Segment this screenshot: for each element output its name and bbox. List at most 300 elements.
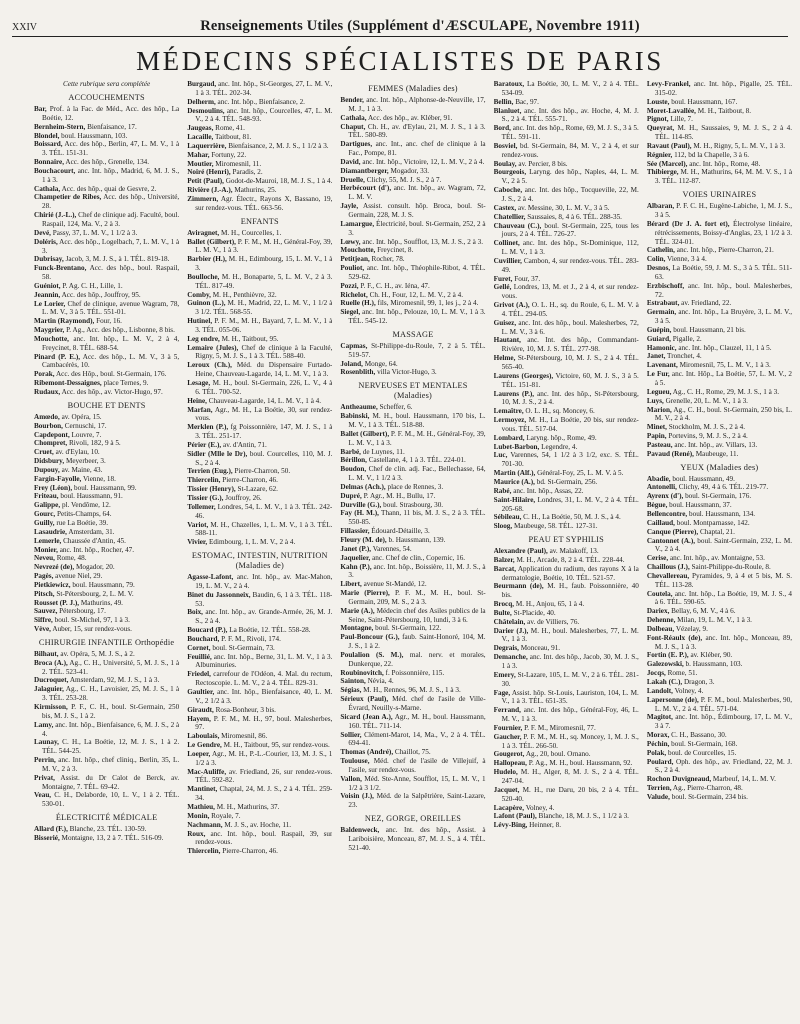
doctor-entry	[494, 469, 639, 478]
doctor-name: Frey (Léon),	[34, 483, 73, 492]
doctor-details: C. H., Delaborde, 10, L. V., 1 à 2. TÉL. 530-01.	[42, 791, 180, 809]
doctor-name: Launay,	[34, 738, 59, 747]
doctor-name: Degrais,	[493, 644, 519, 653]
header-title: Renseignements Utiles (Supplément d'ÆSCULAPE, Novembre 1911)	[200, 18, 640, 34]
doctor-entry	[187, 344, 332, 362]
doctor-name: Fargin-Fayolle,	[34, 474, 82, 483]
doctor-details: Prof. à la Fac. de Méd., Acc. des hôp., La Boétie, 12.	[42, 105, 180, 122]
doctor-entry	[187, 653, 332, 671]
doctor-name: Chaput,	[340, 122, 366, 131]
doctor-entry	[187, 670, 332, 688]
doctor-details: M. H., Arcade, 8, 2 à 4. TÉL. 228-44.	[514, 555, 625, 564]
doctor-details: Fortuny, 22.	[209, 150, 247, 159]
doctor-entry	[647, 625, 792, 634]
doctor-name: Poulalion (S. M.),	[340, 650, 404, 659]
doctor-entry	[187, 608, 332, 626]
doctor-details: P. F. M., M. H., Bayard, 7, L. M. V., 1 à 3. TÉL. 055-06.	[195, 317, 333, 334]
doctor-entry	[647, 669, 792, 678]
doctor-entry	[340, 403, 485, 412]
doctor-entry	[494, 372, 639, 390]
doctor-name: Lermoyez,	[493, 416, 527, 425]
doctor-entry	[494, 451, 639, 469]
doctor-entry	[340, 775, 485, 793]
doctor-details: O. L. H., sq. Moncey, 6.	[523, 407, 595, 416]
doctor-name: Fortin (E. P.),	[646, 651, 689, 660]
doctor-details: Maubeuge, 11.	[693, 449, 739, 458]
doctor-entry	[187, 591, 332, 609]
doctor-details: Méd. chef de l'asile de Villejuif, à l'asile, sur rendez-vous.	[348, 757, 486, 774]
doctor-details: M. H., rue Daru, 20 bis, 2 à 4. TÉL. 520-40.	[501, 785, 639, 803]
doctor-details: Assist. hôp. St-Louis, Lauriston, 104, L. M. V., 1 à 3. TÉL. 651-35.	[501, 688, 639, 706]
doctor-entry	[34, 685, 179, 703]
doctor-details: M. H., Mathurins, 37.	[214, 802, 280, 811]
doctor-name: Variot,	[187, 520, 209, 529]
doctor-details: anc. Int. hôp., Bienfaisance, 40, L. M. V., 2 1/2 à 3.	[195, 688, 333, 705]
doctor-details: Général-Foy, 25, L. M. V. à 5.	[535, 469, 624, 478]
doctor-entry	[494, 565, 639, 583]
doctor-details: av. Percier, 8 bis.	[516, 159, 568, 168]
doctor-name: Gourc,	[34, 510, 56, 519]
doctor-name: Fay (H. M.),	[340, 509, 379, 518]
doctor-details: Royale, 7.	[209, 811, 241, 820]
doctor-entry	[340, 589, 485, 607]
doctor-entry	[187, 476, 332, 485]
doctor-details: Vézelay, 9.	[674, 624, 708, 633]
doctor-entry	[494, 160, 639, 169]
doctor-details: villa Victor-Hugo, 3.	[375, 368, 437, 377]
doctor-entry	[340, 757, 485, 775]
doctor-entry	[494, 759, 639, 768]
doctor-details: boul. St-Germain, 168.	[669, 739, 738, 748]
doctor-entry	[187, 503, 332, 521]
doctor-entry	[187, 830, 332, 848]
doctor-details: Ch. H., av. d'Eylau, 21, M. J. S., 1 à 3. TÉL. 580-89.	[348, 122, 486, 140]
doctor-entry	[34, 721, 179, 739]
column-5	[647, 80, 792, 1020]
doctor-name: Dupré,	[340, 491, 362, 500]
doctor-details: anc. Int. des hôp., Général-Foy, 46, L. M. V., 1 à 3.	[501, 706, 639, 724]
doctor-entry	[494, 301, 639, 319]
doctor-name: Lavenant,	[646, 361, 678, 370]
doctor-entry	[34, 379, 179, 388]
doctor-entry	[494, 689, 639, 707]
doctor-name: Gaultier,	[187, 688, 215, 696]
doctor-entry	[340, 220, 485, 238]
doctor-name: Thibierge,	[646, 168, 679, 177]
doctor-name: Moret-Lavallée,	[646, 106, 696, 115]
doctor-name: Laurens (P.),	[493, 389, 535, 398]
doctor-details: anc. Int. hôp., Pigalle, 25. TÉL. 315-02.	[654, 80, 792, 97]
doctor-details: Cernuschi, 17.	[62, 421, 107, 430]
doctor-details: Édouard-Détaille, 3.	[369, 527, 430, 536]
doctor-entry	[647, 335, 792, 344]
doctor-entry	[187, 803, 332, 812]
doctor-details: Acc. des hôp., quai de Gesvre, 2.	[60, 184, 157, 193]
doctor-details: boul. Haussmann, 103.	[59, 131, 128, 140]
doctor-details: Mogador, 20.	[74, 563, 115, 572]
doctor-entry	[340, 492, 485, 501]
doctor-details: C. H., La Boétie, 12, M. J. S., 1 à 2. TÉL. 544-25.	[42, 738, 180, 756]
doctor-details: anc. Int. des hôp., St-Dominique, 112, L. M. V., 1 à 3.	[501, 239, 639, 257]
doctor-name: Sollier,	[340, 730, 362, 739]
doctor-details: Milan, 19, L. M. V., 1 à 3.	[675, 616, 752, 625]
doctor-name: Cathala,	[340, 113, 367, 122]
doctor-name: Boissard,	[34, 140, 63, 149]
doctor-name: Barbier (H.),	[187, 255, 227, 264]
doctor-details: Baudin, 6, 1 à 3. TÉL. 118-53.	[195, 590, 333, 608]
doctor-name: Alexandre (Paul),	[493, 547, 548, 556]
doctor-name: Péchin,	[646, 739, 670, 748]
doctor-name: Lamargue,	[340, 219, 375, 228]
doctor-entry	[340, 368, 485, 377]
doctor-entry	[340, 96, 485, 114]
doctor-details: Méd. de la Salpêtrière, Saint-Lazare, 23.	[348, 792, 486, 810]
doctor-entry	[494, 98, 639, 107]
doctor-details: anc. Int. hôp., Clauzel, 11, 1 à 5.	[676, 343, 772, 352]
doctor-details: M. H., Taitbout, 95.	[219, 334, 279, 343]
doctor-entry	[187, 160, 332, 169]
doctor-details: P. F. M., M. H., Général-Foy, 39, L. M. V., 1 à 3.	[348, 429, 486, 447]
doctor-details: M. H., faub. Poissonnière, 40 bis.	[501, 582, 639, 600]
doctor-details: M. H., Anjou, 65, 1 à 4.	[514, 600, 585, 609]
doctor-name: Lévy-Bing,	[493, 821, 528, 830]
doctor-details: anc. Int. des hôp., Commandant-Rivière, 10, M. J. S. TÉL. 277-98.	[501, 336, 639, 354]
doctor-details: anc. Int. des hôp., boul. Malesherbes, 72, L. M. V., 3 à 6.	[501, 318, 639, 336]
doctor-details: av. Messine, 30, L. M. V., 3 à 5.	[516, 203, 610, 212]
doctor-name: Chirié (J.-L.),	[34, 211, 77, 220]
doctor-details: Acc. des hôp., Jouffroy, 95.	[60, 290, 141, 299]
doctor-name: Giraudt,	[187, 705, 214, 714]
doctor-details: Chauveau-Lagarde, 14, L. M. V., 1 à 4.	[206, 396, 322, 405]
doctor-details: Acc. des Hôp., boul. St-Germain, 176.	[54, 370, 167, 379]
doctor-details: Scheffer, 6.	[377, 403, 413, 412]
doctor-name: Collinet,	[493, 239, 520, 248]
doctor-entry	[34, 422, 179, 431]
doctor-details: place Ternes, 9.	[101, 379, 149, 388]
doctor-entry	[34, 834, 179, 843]
doctor-entry	[647, 563, 792, 572]
doctor-name: Legueu,	[646, 387, 672, 396]
doctor-details: Bienfaisance, 17.	[85, 122, 137, 131]
doctor-details: M. H., Saussaies, 9, M. J. S., 2 à 4. TÉL. 114-85.	[654, 124, 792, 142]
doctor-details: faub. Saint-Honoré, 104, M. J. S., 1 à 2.	[348, 633, 486, 651]
doctor-entry	[647, 220, 792, 247]
doctor-details: boul. Saint-Germain, 232, L. M. V., 2 à 4.	[654, 536, 792, 554]
doctor-name: Privat,	[34, 773, 55, 782]
doctor-entry	[34, 335, 179, 353]
doctor-name: Boix,	[187, 608, 203, 617]
doctor-name: Chauveau (C.),	[493, 221, 542, 230]
doctor-entry	[647, 510, 792, 519]
doctor-name: Merklen (P.),	[187, 423, 229, 432]
doctor-entry	[187, 238, 332, 256]
doctor-details: M. H., boul. Haussmann, 170 bis, L. M. V., 1 à 3. TÉL. 518-88.	[348, 412, 486, 429]
doctor-entry	[494, 582, 639, 600]
doctor-entry	[340, 651, 485, 669]
doctor-name: Sidler (Mlle le Dr),	[187, 449, 248, 458]
doctor-name: Dariex,	[646, 607, 670, 616]
doctor-entry	[187, 635, 332, 644]
doctor-entry	[494, 239, 639, 257]
doctor-entry	[494, 487, 639, 496]
doctor-name: Périer (E.),	[187, 440, 222, 449]
doctor-details: Pigalle, 2.	[670, 334, 702, 343]
doctor-entry	[187, 785, 332, 803]
doctor-name: Lamy,	[34, 720, 54, 729]
doctor-details: Chef de clin. adj. Fac., Bellechasse, 64, L. M. V., 1 1/2 à 3.	[348, 465, 486, 483]
doctor-name: Laboulais,	[187, 732, 220, 741]
doctor-name: Desmoulins,	[187, 106, 225, 115]
doctor-name: Delmas (Ach.),	[340, 482, 386, 491]
doctor-name: Moutier,	[187, 159, 214, 168]
section-heading: YEUX (Maladies des)	[680, 462, 759, 472]
doctor-details: Victoire, 60, M. J. S., 3 à 5. TÉL. 151-81.	[501, 371, 639, 389]
doctor-name: Friteau,	[34, 492, 59, 501]
doctor-details: anc. Int. hôp., La Bruyère, 3, L. M. V., 3 à 5.	[654, 308, 792, 326]
doctor-name: Vallon,	[340, 774, 362, 783]
doctor-name: Guinon (L.),	[187, 299, 226, 308]
doctor-name: Hudelo,	[493, 768, 518, 777]
doctor-name: Le Fur,	[646, 370, 670, 379]
doctor-details: anc. Int. hôp., av. Mac-Mahon, 19, L. M. V., 2 à 4.	[195, 573, 333, 590]
doctor-details: Chef de clinique adj. Faculté, boul. Raspail, 124, Ma. V., 2 à 3.	[42, 211, 180, 228]
doctor-name: Dolbeau,	[646, 624, 675, 633]
doctor-name: Cathelin,	[646, 246, 675, 255]
doctor-entry	[187, 361, 332, 379]
doctor-details: P. Ag. C. H., Lille, 1.	[60, 281, 123, 290]
doctor-details: Oph. des hôp., av. Friedland, 22, M. J. S., 2 à 4.	[654, 757, 792, 775]
doctor-name: Blondel,	[34, 131, 60, 140]
doctor-details: boul. St-Germain, 176.	[683, 492, 752, 501]
doctor-entry	[647, 519, 792, 528]
doctor-details: Londres, 31, L. M. V., 2 à 4. TÉL. 205-68.	[501, 495, 639, 513]
doctor-name: Thiercelin,	[187, 476, 221, 485]
doctor-name: Marfan,	[187, 405, 213, 414]
doctor-entry	[647, 397, 792, 406]
doctor-entry	[647, 160, 792, 169]
doctor-name: Thomas (André),	[340, 748, 394, 757]
doctor-details: M. H., Bonaparte, 5, L. M. V., 2 à 3. TÉL. 817-49.	[195, 272, 333, 290]
doctor-name: Tissier (G.),	[187, 493, 224, 502]
doctor-name: Ballet (Gilbert),	[187, 237, 236, 246]
doctor-entry	[647, 678, 792, 687]
doctor-details: Passy, 37, L. M. V., 1 1/2 à 3.	[50, 228, 138, 237]
doctor-details: Blanche, 18, M. J. S., 1 1/2 à 3.	[536, 812, 629, 821]
doctor-details: P. F. M., M. H., sq. Moncey, 1, M. J. S., 1 à 3. TÉL. 266-50.	[501, 732, 639, 750]
doctor-entry	[340, 792, 485, 810]
doctor-entry	[647, 634, 792, 652]
doctor-name: Mouchotte,	[340, 246, 376, 255]
doctor-details: anc. Int. hôp., St-Georges, 27, L. M. V., 1 à 3. TÉL. 202-34.	[195, 80, 333, 97]
doctor-entry	[494, 556, 639, 565]
doctor-details: carrefour de l'Odéon, 4. Mal. du rectum, Rectoscopie. L. M. V., 2 à 4. TÉL. 829-31.	[195, 670, 333, 688]
doctor-name: Sérieux (Paul),	[340, 695, 389, 704]
doctor-entry	[34, 457, 179, 466]
doctor-details: anc. Int. hôp., Alphonse-de-Neuville, 17, M. J., 1 à 3.	[348, 96, 486, 113]
doctor-name: Toulouse,	[340, 757, 370, 766]
doctor-name: Queyrat,	[646, 124, 675, 133]
doctor-details: P. Agr., M. H., Bullu, 17.	[361, 491, 436, 500]
doctor-name: Jayle,	[340, 202, 359, 211]
page-number: XXIV	[12, 22, 37, 33]
doctor-details: Saussaies, 8, 4 à 6. TÉL. 288-35.	[525, 212, 622, 221]
doctor-name: Blanluet,	[493, 106, 522, 115]
doctor-name: Bouchacourt,	[34, 166, 76, 175]
doctor-entry	[340, 282, 485, 291]
doctor-details: av. Maine, 43.	[59, 465, 103, 474]
doctor-details: Petits-Champs, 64.	[55, 510, 112, 519]
doctor-details: anc. Int. hôp., av. Villars, 13.	[672, 440, 758, 449]
doctor-name: Marie (A.),	[340, 606, 375, 615]
doctor-name: Guéniot,	[34, 281, 61, 290]
doctor-name: Boulloche,	[187, 272, 220, 281]
doctor-entry	[187, 124, 332, 133]
doctor-entry	[187, 317, 332, 335]
doctor-entry	[34, 264, 179, 282]
doctor-details: Marbeuf, 14, L. M. V.	[711, 775, 776, 784]
doctor-entry	[647, 264, 792, 282]
doctor-entry	[647, 151, 792, 160]
doctor-name: Rousset (P. J.),	[34, 598, 80, 607]
doctor-entry	[340, 342, 485, 360]
doctor-name: Galippe,	[34, 501, 61, 510]
doctor-entry	[494, 627, 639, 645]
doctor-details: M. H., Rigny, 5, L. M. V., 1 à 3.	[691, 141, 786, 150]
doctor-name: Furet,	[493, 274, 513, 283]
doctor-details: Mogador, 33.	[388, 166, 430, 175]
doctor-name: Pagès,	[34, 572, 54, 581]
doctor-entry	[340, 360, 485, 369]
doctor-name: Fleury (M. de),	[340, 535, 387, 544]
doctor-entry	[187, 644, 332, 653]
doctor-entry	[34, 501, 179, 510]
doctor-name: Pasteau,	[646, 440, 673, 449]
doctor-name: Le Lorier,	[34, 299, 66, 308]
doctor-name: Mouchotte,	[34, 334, 69, 343]
doctor-name: Sainton,	[340, 677, 366, 686]
doctor-details: Méd. Ste-Anne, Soufflot, 15, L. M. V., 1 1/2 à 3 1/2.	[348, 774, 486, 792]
doctor-entry	[340, 202, 485, 220]
doctor-entry	[494, 434, 639, 443]
doctor-name: Dupouy,	[34, 465, 60, 474]
doctor-details: fils, Miromesnil, 99, 1, les j., 2 à 4.	[375, 299, 479, 308]
doctor-name: Mantinet,	[187, 785, 218, 794]
doctor-name: Maurice (A.),	[493, 477, 535, 486]
section-heading: NERVEUSES ET MENTALES (Maladies)	[358, 381, 468, 401]
doctor-entry	[494, 257, 639, 275]
doctor-details: anc. Int. hôp., Édimbourg, 17, L. M. V., 3 à 7.	[654, 713, 792, 731]
doctor-details: Assist. consult. hôp. Broca, boul. St-Germain, 228, M. J. S.	[348, 202, 486, 219]
doctor-details: Bellay, 6, M. V., 4 à 6.	[669, 607, 736, 616]
doctor-entry	[340, 140, 485, 158]
doctor-details: Miromesnil, 86.	[219, 732, 268, 741]
doctor-name: Lemaître,	[493, 407, 524, 416]
doctor-details: Castellane, 4, 1 à 3. TÉL. 224-01.	[366, 456, 466, 465]
doctor-details: boul. Haussmann, 49.	[670, 474, 735, 483]
doctor-name: Laquerrière,	[187, 141, 227, 150]
doctor-details: St-Placide, 40.	[511, 608, 556, 617]
doctor-details: anc. Int. Hôp., La Boétie, 57, L. M. V., 2 à 5.	[654, 370, 792, 387]
doctor-name: Gougerot,	[493, 750, 525, 759]
doctor-details: anc. Int. des hôp., St-Pétersbourg, 10, M. J. S., 2 à 4.	[501, 389, 639, 407]
doctor-entry	[187, 229, 332, 238]
doctor-name: Guilly,	[34, 518, 55, 527]
doctor-name: Sée (Marcel),	[646, 159, 688, 168]
doctor-details: anc. Int. hôp., boul. Raspail, 39, sur rendez-vous.	[195, 829, 333, 847]
column-note: Cette rubrique sera complétée	[62, 80, 151, 88]
doctor-details: Laryng. des hôp., Naples, 44, L. M. V., 2 à 5.	[501, 168, 639, 186]
doctor-details: Chaptal, 21.	[698, 527, 735, 536]
doctor-details: Volney, 4.	[524, 803, 555, 812]
doctor-name: Roux,	[187, 829, 206, 838]
doctor-name: Kahn (P.),	[340, 562, 372, 571]
doctor-entry	[34, 211, 179, 229]
doctor-details: Jouffroy, 26.	[223, 493, 262, 502]
doctor-details: boul. Haussmann, 99.	[72, 483, 137, 492]
doctor-name: Baldenweck,	[340, 826, 380, 835]
doctor-entry	[34, 607, 179, 616]
doctor-entry	[494, 706, 639, 724]
doctor-details: Pétersbourg, 17.	[57, 607, 106, 616]
doctor-entry	[187, 142, 332, 151]
doctor-details: anc. Int. hôp., av. Grande-Armée, 26, M. J. S., 2 à 4.	[195, 608, 333, 626]
doctor-name: Jaquelier,	[340, 553, 371, 562]
doctor-entry	[647, 749, 792, 758]
doctor-name: Joland,	[340, 359, 363, 368]
doctor-details: Amsterdam, 31.	[66, 527, 115, 536]
doctor-details: av. Kléber, 90.	[688, 651, 733, 660]
doctor-name: Petitjean,	[340, 255, 370, 264]
doctor-entry	[340, 264, 485, 282]
doctor-entry	[494, 618, 639, 627]
doctor-name: Bar,	[34, 105, 47, 113]
doctor-entry	[494, 768, 639, 786]
doctor-details: anc. Int. hôp., Rome, 48.	[687, 159, 761, 168]
doctor-details: Chaillot, 75.	[393, 748, 431, 757]
doctor-details: av. Friedland, 26, sur rendez-vous. TÉL. 592-82.	[195, 767, 333, 785]
doctor-details: Ch. H., Four, 12, L. M. V., 2 à 4.	[367, 290, 464, 299]
columns-container	[34, 80, 792, 1020]
doctor-details: Ag., C. H., boul. St-Germain, 250 bis, L. M. V., 2 à 4.	[654, 405, 792, 423]
main-title: MÉDECINS SPÉCIALISTES DE PARIS	[136, 46, 664, 76]
doctor-name: Le Gendre,	[187, 741, 222, 750]
doctor-entry	[34, 123, 179, 132]
doctor-entry	[494, 644, 639, 653]
doctor-entry	[187, 521, 332, 539]
doctor-details: P. F., C. H., boul. St-Germain, 250 bis, M. J. S., 1 à 2.	[42, 703, 180, 720]
doctor-name: Janet,	[646, 352, 666, 361]
doctor-name: Herbécourt (d'),	[340, 184, 392, 193]
doctor-name: Morax,	[646, 731, 670, 740]
doctor-details: Acc. des hôp., av. Kléber, 91.	[366, 113, 453, 122]
doctor-name: Martin (Alf.),	[493, 469, 536, 478]
doctor-details: avenue St-Mandé, 12.	[361, 580, 427, 589]
doctor-name: Luc,	[493, 451, 508, 460]
doctor-details: boul. Courcelles, 110, M. J. S., 2 à 4.	[195, 449, 333, 467]
doctor-name: Cornet,	[187, 643, 211, 652]
doctor-name: Voisin (J.),	[340, 792, 374, 801]
doctor-entry	[187, 423, 332, 441]
doctor-name: Leroux (Ch.),	[187, 361, 232, 370]
doctor-name: Diamantberger,	[340, 166, 389, 175]
doctor-entry	[34, 703, 179, 721]
doctor-details: anc. Int. hôp., Madrid, 6, M. J. S., 1 à 3.	[42, 166, 180, 184]
doctor-name: Fournier,	[493, 723, 523, 732]
doctor-name: Broca (A.),	[34, 658, 68, 667]
doctor-entry	[34, 105, 179, 123]
doctor-entry	[340, 509, 485, 527]
doctor-name: Noiré (Henri),	[187, 168, 231, 177]
